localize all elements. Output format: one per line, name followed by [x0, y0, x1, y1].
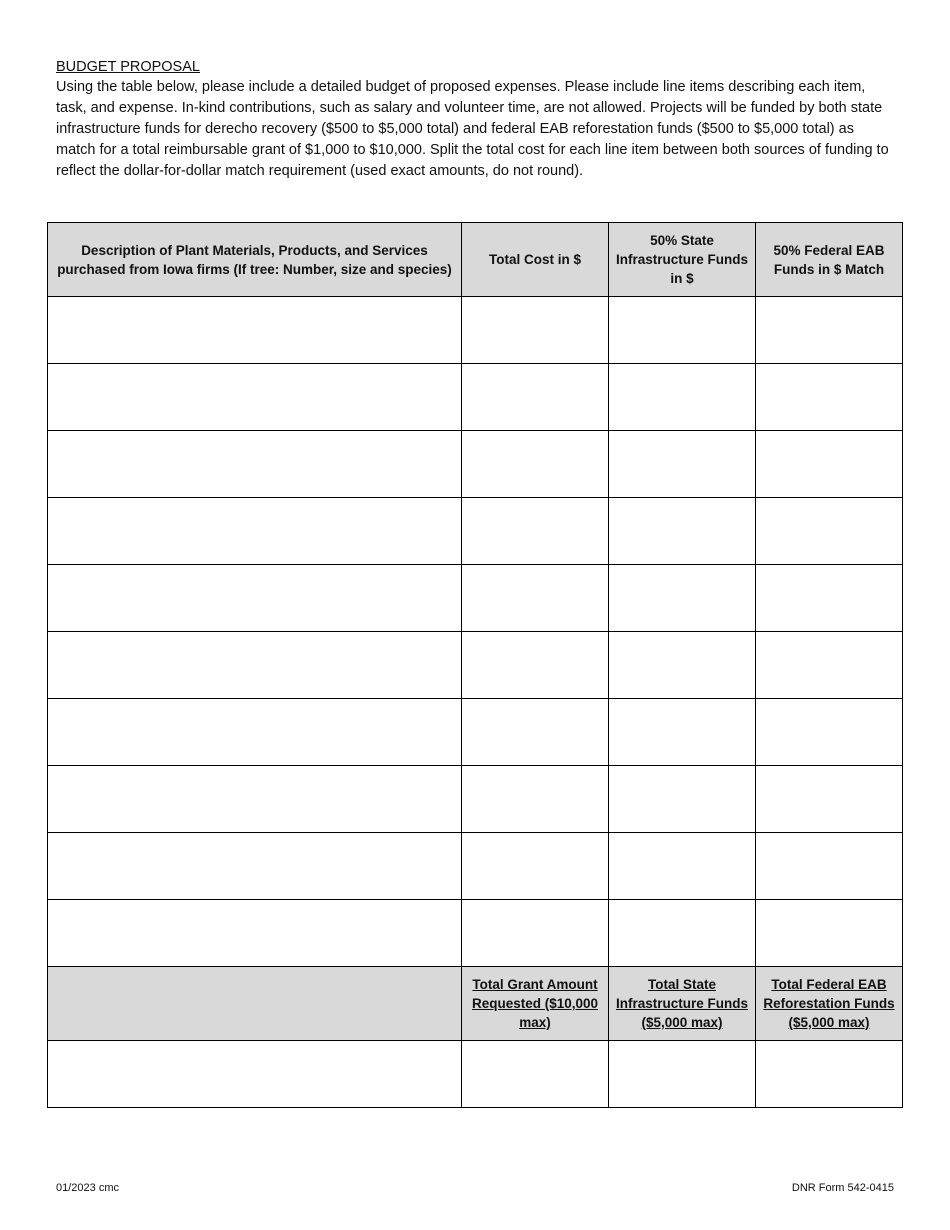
total-state-cell[interactable] — [609, 1041, 756, 1108]
footer-date: 01/2023 cmc — [56, 1182, 119, 1194]
total-federal-header: Total Federal EAB Reforestation Funds ($5,000 max) — [756, 967, 903, 1041]
total-grant-cell[interactable] — [462, 1041, 609, 1108]
total-cost-cell[interactable] — [462, 364, 609, 431]
state-funds-cell[interactable] — [609, 565, 756, 632]
total-cost-column-header: Total Cost in $ — [462, 223, 609, 297]
description-cell[interactable] — [48, 498, 462, 565]
total-cost-cell[interactable] — [462, 766, 609, 833]
totals-row — [48, 1041, 903, 1108]
total-cost-cell[interactable] — [462, 565, 609, 632]
total-cost-cell[interactable] — [462, 900, 609, 967]
federal-funds-cell[interactable] — [756, 364, 903, 431]
total-cost-cell[interactable] — [462, 699, 609, 766]
state-funds-cell[interactable] — [609, 498, 756, 565]
federal-funds-cell[interactable] — [756, 632, 903, 699]
description-cell[interactable] — [48, 297, 462, 364]
federal-funds-cell[interactable] — [756, 833, 903, 900]
table-row — [48, 297, 903, 364]
federal-funds-cell[interactable] — [756, 766, 903, 833]
federal-funds-cell[interactable] — [756, 498, 903, 565]
description-cell[interactable] — [48, 766, 462, 833]
table-row — [48, 498, 903, 565]
totals-blank-cell — [48, 1041, 462, 1108]
budget-table — [47, 222, 903, 1108]
total-cost-cell[interactable] — [462, 632, 609, 699]
state-funds-cell[interactable] — [609, 297, 756, 364]
description-cell[interactable] — [48, 900, 462, 967]
total-cost-cell[interactable] — [462, 431, 609, 498]
total-state-header: Total State Infrastructure Funds ($5,000 max) — [609, 967, 756, 1041]
total-federal-cell[interactable] — [756, 1041, 903, 1108]
description-cell[interactable] — [48, 364, 462, 431]
table-row — [48, 699, 903, 766]
federal-funds-cell[interactable] — [756, 431, 903, 498]
federal-funds-column-header: 50% Federal EAB Funds in $ Match — [756, 223, 903, 297]
description-column-header: Description of Plant Materials, Products, and Services purchased from Iowa firms (If tree: Number, size and species) — [48, 223, 462, 297]
description-cell[interactable] — [48, 632, 462, 699]
federal-funds-cell[interactable] — [756, 699, 903, 766]
description-cell[interactable] — [48, 699, 462, 766]
state-funds-cell[interactable] — [609, 632, 756, 699]
table-row — [48, 632, 903, 699]
table-row — [48, 431, 903, 498]
total-grant-header: Total Grant Amount Requested ($10,000 max) — [462, 967, 609, 1041]
state-funds-cell[interactable] — [609, 699, 756, 766]
state-funds-cell[interactable] — [609, 364, 756, 431]
table-row — [48, 766, 903, 833]
federal-funds-cell[interactable] — [756, 565, 903, 632]
state-funds-cell[interactable] — [609, 766, 756, 833]
total-cost-cell[interactable] — [462, 498, 609, 565]
table-row — [48, 565, 903, 632]
description-cell[interactable] — [48, 431, 462, 498]
table-row — [48, 900, 903, 967]
federal-funds-cell[interactable] — [756, 297, 903, 364]
table-row — [48, 833, 903, 900]
table-row — [48, 364, 903, 431]
state-funds-cell[interactable] — [609, 431, 756, 498]
instructions-paragraph: Using the table below, please include a detailed budget of proposed expenses. Please include line items describing each item, task, and expense. In-kind contributions, such as salary and volunteer time, are not allowed. Projects will be funded by both state infrastructure funds for derecho recovery ($500 to $5,000 total) and federal EAB reforestation funds ($500 to $5,000 total) as match for a total reimbursable grant of $1,000 to $10,000. Split the total cost for each line item between both sources of funding to reflect the dollar-for-dollar match requirement (used exact amounts, do not round). — [56, 79, 889, 179]
description-cell[interactable] — [48, 833, 462, 900]
federal-funds-cell[interactable] — [756, 900, 903, 967]
description-cell[interactable] — [48, 565, 462, 632]
total-cost-cell[interactable] — [462, 297, 609, 364]
totals-header-row — [48, 967, 903, 1041]
section-heading: BUDGET PROPOSAL — [56, 59, 200, 75]
totals-blank-header — [48, 967, 462, 1041]
total-cost-cell[interactable] — [462, 833, 609, 900]
footer-form-number: DNR Form 542-0415 — [791, 1182, 894, 1194]
table-header-row — [48, 223, 903, 297]
state-funds-column-header: 50% State Infrastructure Funds in $ — [609, 223, 756, 297]
state-funds-cell[interactable] — [609, 833, 756, 900]
state-funds-cell[interactable] — [609, 900, 756, 967]
